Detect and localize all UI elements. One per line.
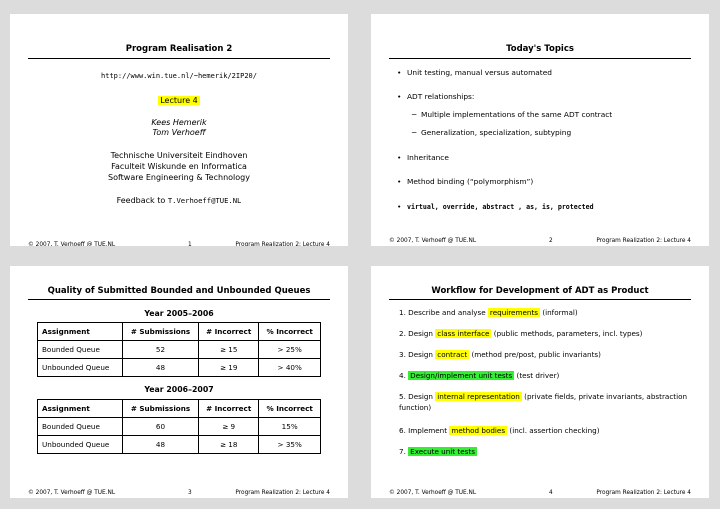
dash-icon: − bbox=[411, 128, 418, 137]
slide-title: Workflow for Development of ADT as Product bbox=[431, 286, 649, 296]
table-row: Unbounded Queue 48 ≥ 19 > 40% bbox=[38, 359, 321, 377]
col-incorrect: # Incorrect bbox=[199, 400, 259, 418]
lecture-label: Lecture 4 bbox=[160, 96, 198, 105]
list-item: • virtual, override, abstract , as, is, protected bbox=[397, 202, 594, 211]
col-submissions: # Submissions bbox=[123, 400, 199, 418]
col-assignment: Assignment bbox=[38, 323, 123, 341]
list-item: 5. Design internal representation (private fields, private invariants, abstraction function) bbox=[399, 392, 688, 412]
year-heading-2: Year 2006–2007 bbox=[144, 385, 214, 394]
year-heading-1: Year 2005–2006 bbox=[144, 309, 214, 318]
list-item: 1. Describe and analyse requirements (informal) bbox=[399, 308, 578, 317]
title-rule bbox=[28, 299, 330, 300]
table-header-row bbox=[38, 400, 321, 418]
institution-line-2: Faculteit Wiskunde en Informatica bbox=[111, 162, 247, 171]
author-hemerik: Kees Hemerik bbox=[151, 118, 207, 127]
highlight-method-bodies: method bodies bbox=[451, 426, 506, 435]
title-rule bbox=[389, 299, 691, 300]
list-item: • ADT relationships: bbox=[397, 92, 475, 101]
slide-title: Program Realisation 2 bbox=[125, 44, 233, 54]
slide-title: Today's Topics bbox=[506, 44, 574, 54]
institution-line-1: Technische Universiteit Eindhoven bbox=[110, 151, 248, 160]
footer-course: Program Realization 2: Lecture 4 bbox=[235, 490, 330, 496]
queue-table-2006 bbox=[37, 399, 321, 454]
col-incorrect: # Incorrect bbox=[199, 323, 259, 341]
list-item: 6. Implement method bodies (incl. assertion checking) bbox=[399, 426, 600, 435]
list-item: • Inheritance bbox=[397, 153, 449, 162]
bullet-icon: • bbox=[397, 153, 402, 162]
bullet-icon: • bbox=[397, 202, 402, 211]
highlight-class-interface: class interface bbox=[437, 329, 490, 338]
col-assignment: Assignment bbox=[38, 400, 123, 418]
list-item: − Generalization, specialization, subtyping bbox=[411, 128, 572, 137]
feedback-email[interactable]: T.Verhoeff@TUE.NL bbox=[167, 196, 242, 205]
title-rule bbox=[28, 58, 330, 59]
list-item: 3. Design contract (method pre/post, public invariants) bbox=[399, 350, 601, 359]
title-rule bbox=[389, 58, 691, 59]
footer-page-number: 4 bbox=[549, 490, 553, 496]
highlight-requirements: requirements bbox=[489, 308, 539, 317]
table-row: Bounded Queue 60 ≥ 9 15% bbox=[38, 418, 321, 436]
table-row: Bounded Queue 52 ≥ 15 > 25% bbox=[38, 341, 321, 359]
author-verhoeff: Tom Verhoeff bbox=[152, 128, 206, 137]
dash-icon: − bbox=[411, 110, 418, 119]
feedback-line bbox=[10, 196, 348, 205]
bullet-icon: • bbox=[397, 68, 402, 77]
queue-table-2005 bbox=[37, 322, 321, 377]
footer-page-number: 3 bbox=[188, 490, 192, 496]
slide-2 bbox=[371, 14, 709, 246]
slide-3 bbox=[10, 266, 348, 498]
col-percent-incorrect: % Incorrect bbox=[259, 400, 321, 418]
footer-copyright: © 2007, T. Verhoeff @ TUE.NL bbox=[28, 242, 116, 246]
footer-page-number: 1 bbox=[188, 242, 192, 246]
table-header-row bbox=[38, 323, 321, 341]
col-percent-incorrect: % Incorrect bbox=[259, 323, 321, 341]
footer-copyright: © 2007, T. Verhoeff @ TUE.NL bbox=[389, 238, 477, 244]
list-item: • Unit testing, manual versus automated bbox=[397, 68, 552, 77]
footer-course: Program Realization 2: Lecture 4 bbox=[235, 242, 330, 246]
footer-copyright: © 2007, T. Verhoeff @ TUE.NL bbox=[28, 490, 116, 496]
highlight-unit-tests: Design/implement unit tests bbox=[410, 371, 513, 380]
slide-title: Quality of Submitted Bounded and Unbounded Queues bbox=[47, 286, 311, 296]
footer-course: Program Realization 2: Lecture 4 bbox=[596, 238, 691, 244]
footer-page-number: 2 bbox=[549, 238, 553, 244]
slide-4 bbox=[371, 266, 709, 498]
feedback-label: Feedback to bbox=[116, 196, 166, 205]
footer-course: Program Realization 2: Lecture 4 bbox=[596, 490, 691, 496]
highlight-contract: contract bbox=[437, 350, 468, 359]
bullet-icon: • bbox=[397, 177, 402, 186]
col-submissions: # Submissions bbox=[123, 323, 199, 341]
slide-1 bbox=[10, 14, 348, 246]
list-item: 2. Design class interface (public methods, parameters, incl. types) bbox=[399, 329, 643, 338]
bullet-icon: • bbox=[397, 92, 402, 101]
list-item: • Method binding (“polymorphism”) bbox=[397, 177, 534, 186]
highlight-internal-representation: internal representation bbox=[437, 392, 520, 401]
course-url[interactable]: http://www.win.tue.nl/~hemerik/2IP20/ bbox=[101, 72, 257, 80]
list-item: 4. Design/implement unit tests (test driver) bbox=[399, 371, 560, 380]
list-item: − Multiple implementations of the same ADT contract bbox=[411, 110, 613, 119]
table-row: Unbounded Queue 48 ≥ 18 > 35% bbox=[38, 436, 321, 454]
institution-line-3: Software Engineering & Technology bbox=[108, 173, 250, 182]
highlight-execute-tests: Execute unit tests bbox=[410, 447, 475, 456]
footer-copyright: © 2007, T. Verhoeff @ TUE.NL bbox=[389, 490, 477, 496]
list-item: 7. Execute unit tests bbox=[399, 447, 475, 456]
